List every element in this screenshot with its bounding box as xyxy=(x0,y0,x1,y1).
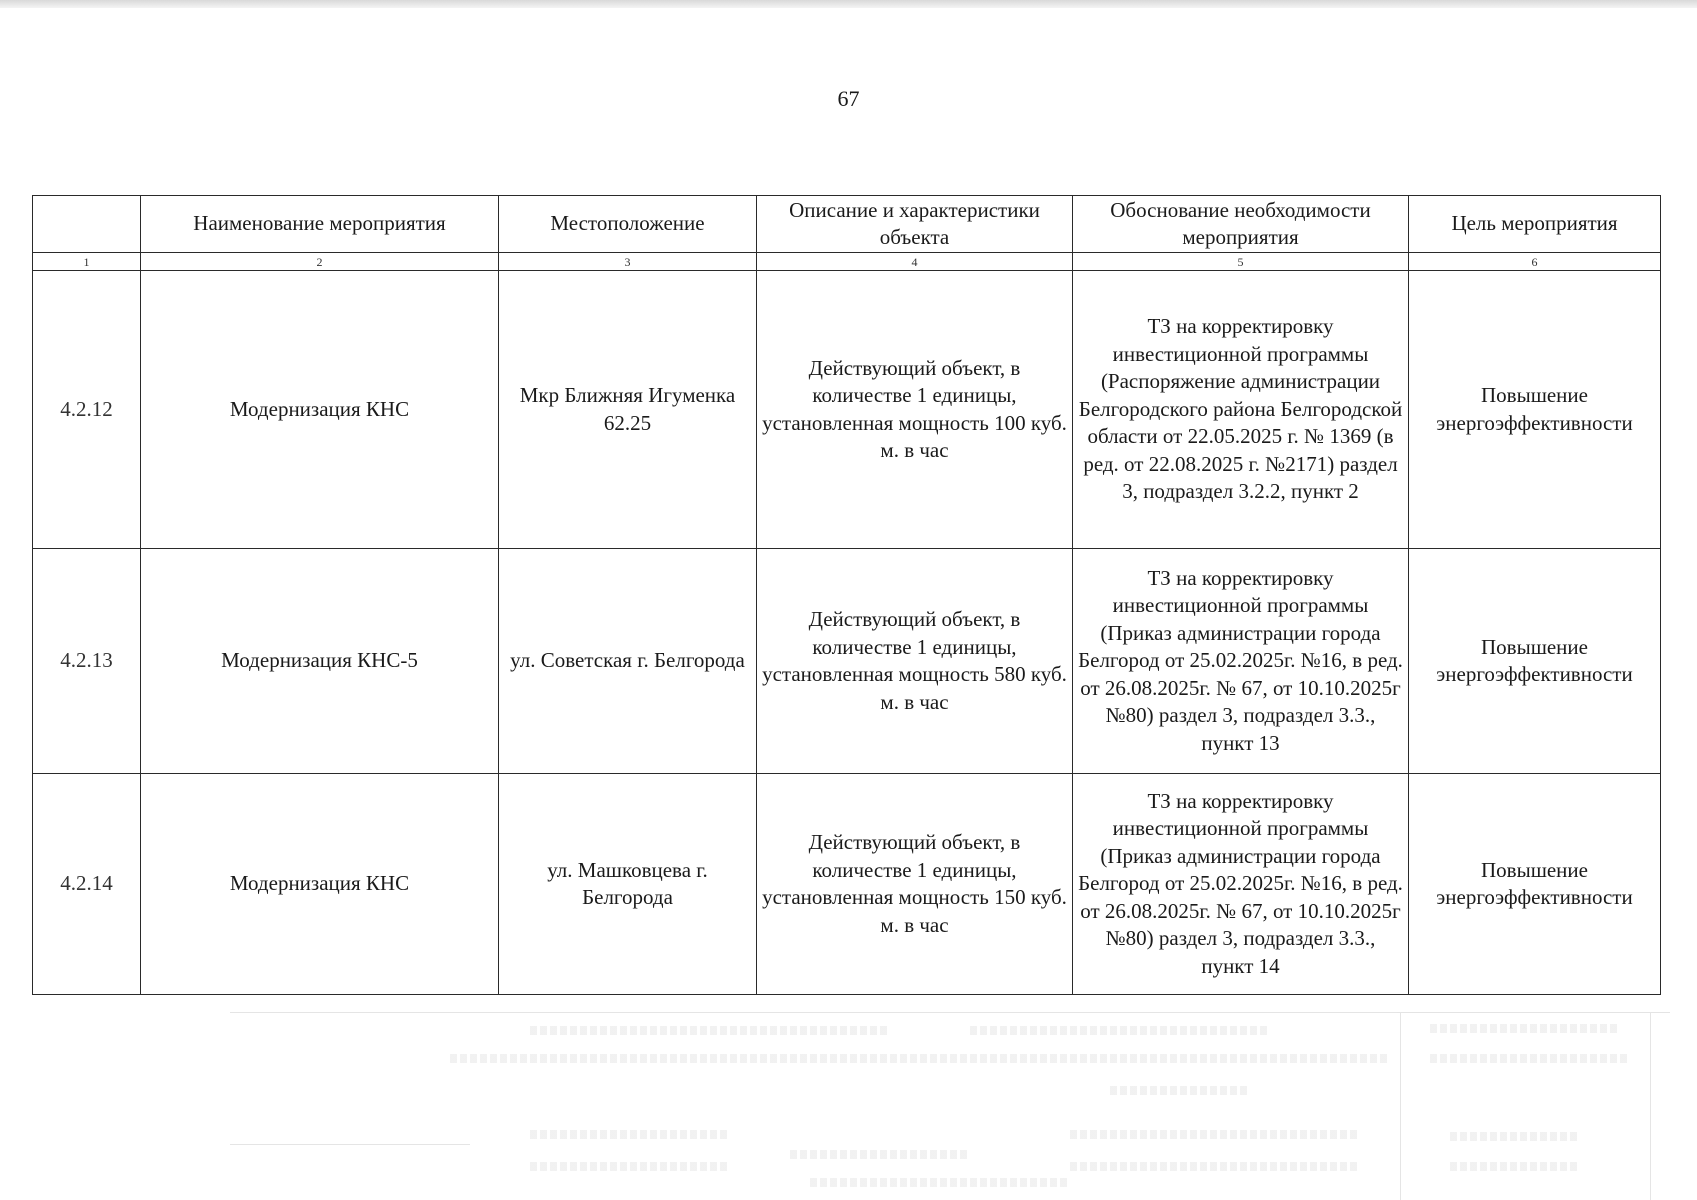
header-row xyxy=(33,196,1661,253)
header-goal: Цель мероприятия xyxy=(1409,196,1661,253)
column-number-row xyxy=(33,253,1661,271)
header-location: Местоположение xyxy=(499,196,757,253)
row-justification: ТЗ на корректировку инвестиционной программы (Распоряжение администрации Белгородского района Белгородской области от 22.05.2025 г. № 1369 (в ред. от 22.08.2025 г. №2171) раздел 3, подраздел 3.2.2, пункт 2 xyxy=(1073,271,1409,549)
row-number: 4.2.14 xyxy=(33,774,141,995)
row-goal: Повышение энергоэффективности xyxy=(1409,774,1661,995)
reverse-side-bleed-through xyxy=(110,1012,1670,1200)
scan-edge xyxy=(0,0,1697,8)
measures-table xyxy=(32,195,1661,995)
table-row xyxy=(33,549,1661,774)
ghost-text xyxy=(810,1178,1070,1187)
ghost-text xyxy=(450,1054,1390,1063)
ghost-text xyxy=(530,1162,730,1171)
column-number: 3 xyxy=(499,253,757,271)
measures-table-container xyxy=(32,195,1660,995)
table-row xyxy=(33,271,1661,549)
ghost-line xyxy=(1650,1012,1651,1200)
row-goal: Повышение энергоэффективности xyxy=(1409,549,1661,774)
ghost-text xyxy=(530,1130,730,1139)
table-row xyxy=(33,774,1661,995)
ghost-text xyxy=(1430,1024,1620,1033)
ghost-text xyxy=(1110,1086,1250,1095)
row-description: Действующий объект, в количестве 1 единицы, установленная мощность 580 куб. м. в час xyxy=(757,549,1073,774)
row-description: Действующий объект, в количестве 1 единицы, установленная мощность 100 куб. м. в час xyxy=(757,271,1073,549)
column-number: 2 xyxy=(141,253,499,271)
row-location: ул. Советская г. Белгорода xyxy=(499,549,757,774)
row-description: Действующий объект, в количестве 1 единицы, установленная мощность 150 куб. м. в час xyxy=(757,774,1073,995)
ghost-line xyxy=(230,1144,470,1145)
ghost-text xyxy=(1070,1130,1360,1139)
ghost-text xyxy=(530,1026,890,1035)
header-description: Описание и характеристики объекта xyxy=(757,196,1073,253)
ghost-text xyxy=(1450,1162,1580,1171)
header-number xyxy=(33,196,141,253)
row-goal: Повышение энергоэффективности xyxy=(1409,271,1661,549)
header-justification: Обоснование необходимости мероприятия xyxy=(1073,196,1409,253)
ghost-text xyxy=(970,1026,1270,1035)
row-justification: ТЗ на корректировку инвестиционной программы (Приказ администрации города Белгород от 25.02.2025г. №16, в ред. от 26.08.2025г. № 67, от 10.10.2025г №80) раздел 3, подраздел 3.3., пункт 14 xyxy=(1073,774,1409,995)
column-number: 6 xyxy=(1409,253,1661,271)
column-number: 4 xyxy=(757,253,1073,271)
ghost-text xyxy=(1070,1162,1360,1171)
row-number: 4.2.12 xyxy=(33,271,141,549)
header-name: Наименование мероприятия xyxy=(141,196,499,253)
row-name: Модернизация КНС-5 xyxy=(141,549,499,774)
row-location: ул. Машковцева г. Белгорода xyxy=(499,774,757,995)
row-name: Модернизация КНС xyxy=(141,774,499,995)
row-justification: ТЗ на корректировку инвестиционной программы (Приказ администрации города Белгород от 25.02.2025г. №16, в ред. от 26.08.2025г. № 67, от 10.10.2025г №80) раздел 3, подраздел 3.3., пункт 13 xyxy=(1073,549,1409,774)
ghost-line xyxy=(1400,1012,1401,1200)
ghost-text xyxy=(1430,1054,1630,1063)
row-location: Мкр Ближняя Игуменка 62.25 xyxy=(499,271,757,549)
page-number: 67 xyxy=(837,86,860,111)
ghost-line xyxy=(230,1012,1670,1013)
column-number: 5 xyxy=(1073,253,1409,271)
row-name: Модернизация КНС xyxy=(141,271,499,549)
ghost-text xyxy=(1450,1132,1580,1141)
ghost-text xyxy=(790,1150,970,1159)
row-number: 4.2.13 xyxy=(33,549,141,774)
column-number: 1 xyxy=(33,253,141,271)
